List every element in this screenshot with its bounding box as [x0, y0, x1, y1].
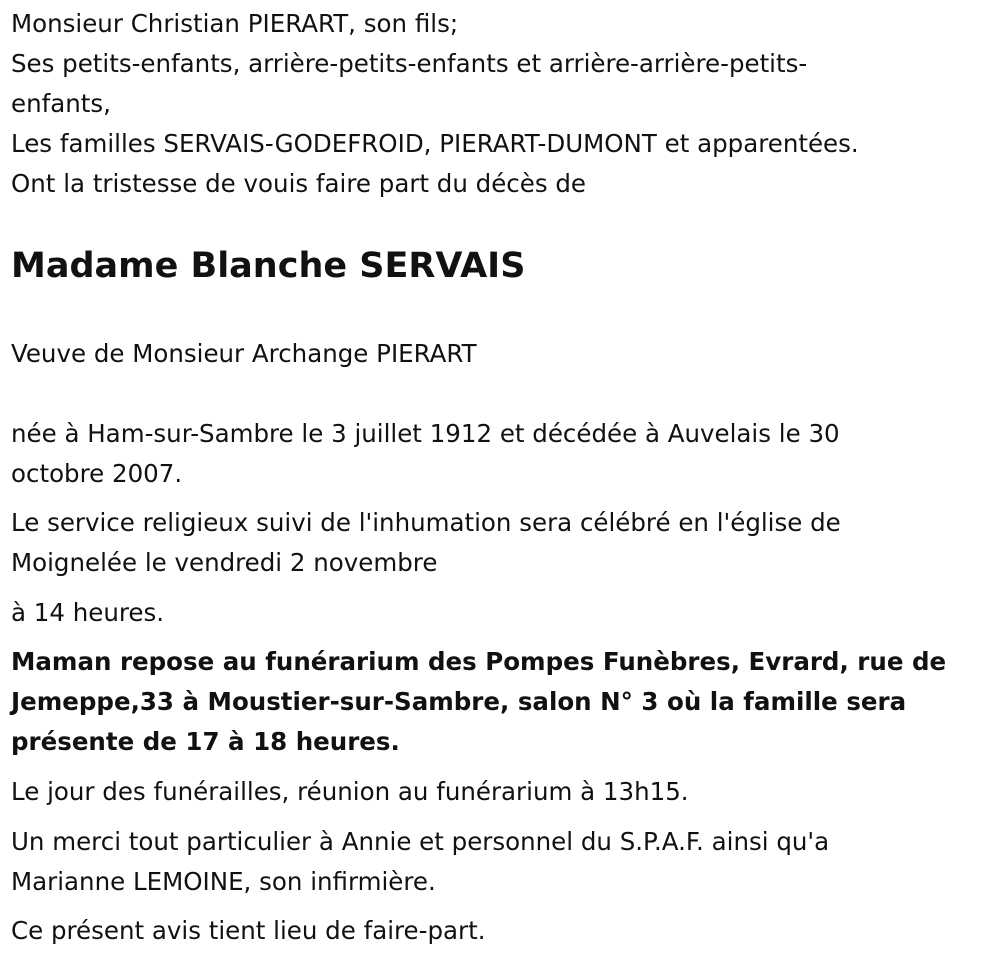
birth-death-line-1: née à Ham-sur-Sambre le 3 juillet 1912 et décédée à Auvelais le 30: [11, 419, 840, 448]
notice-block: [11, 911, 486, 951]
resting-place-line-2: Jemeppe,33 à Moustier-sur-Sambre, salon N° 3 où la famille sera: [11, 687, 907, 716]
service-hour-block: [11, 593, 164, 633]
notice-line: Ce présent avis tient lieu de faire-part.: [11, 916, 486, 945]
resting-place-line-1: Maman repose au funérarium des Pompes Funèbres, Evrard, rue de: [11, 647, 947, 676]
service-hour: à 14 heures.: [11, 598, 165, 627]
thanks-line-1: Un merci tout particulier à Annie et personnel du S.P.A.F. ainsi qu'a: [11, 827, 830, 856]
meeting-block: [11, 772, 689, 812]
deceased-name: Madame Blanche SERVAIS: [11, 246, 526, 286]
birth-death-block: [11, 414, 840, 494]
family-announcement: [11, 4, 991, 204]
family-line-intro: Ont la tristesse de vouis faire part du décès de: [11, 169, 587, 198]
widow-block: [11, 334, 477, 374]
service-line-1: Le service religieux suivi de l'inhumation sera célébré en l'église de: [11, 508, 841, 537]
resting-place-line-3: présente de 17 à 18 heures.: [11, 727, 400, 756]
service-block: [11, 503, 841, 583]
thanks-block: [11, 822, 829, 902]
deceased-name-block: [11, 244, 525, 288]
thanks-line-2: Marianne LEMOINE, son infirmière.: [11, 867, 436, 896]
resting-place-block: [11, 642, 971, 762]
family-line-grandchildren-cont: enfants,: [11, 89, 111, 118]
widow-line: Veuve de Monsieur Archange PIERART: [11, 339, 477, 368]
service-line-2: Moignelée le vendredi 2 novembre: [11, 548, 438, 577]
family-line-grandchildren: Ses petits-enfants, arrière-petits-enfants et arrière-arrière-petits-: [11, 49, 808, 78]
meeting-line: Le jour des funérailles, réunion au funérarium à 13h15.: [11, 777, 689, 806]
birth-death-line-2: octobre 2007.: [11, 459, 183, 488]
family-line-son: Monsieur Christian PIERART, son fils;: [11, 9, 459, 38]
family-line-families: Les familles SERVAIS-GODEFROID, PIERART-DUMONT et apparentées.: [11, 129, 859, 158]
